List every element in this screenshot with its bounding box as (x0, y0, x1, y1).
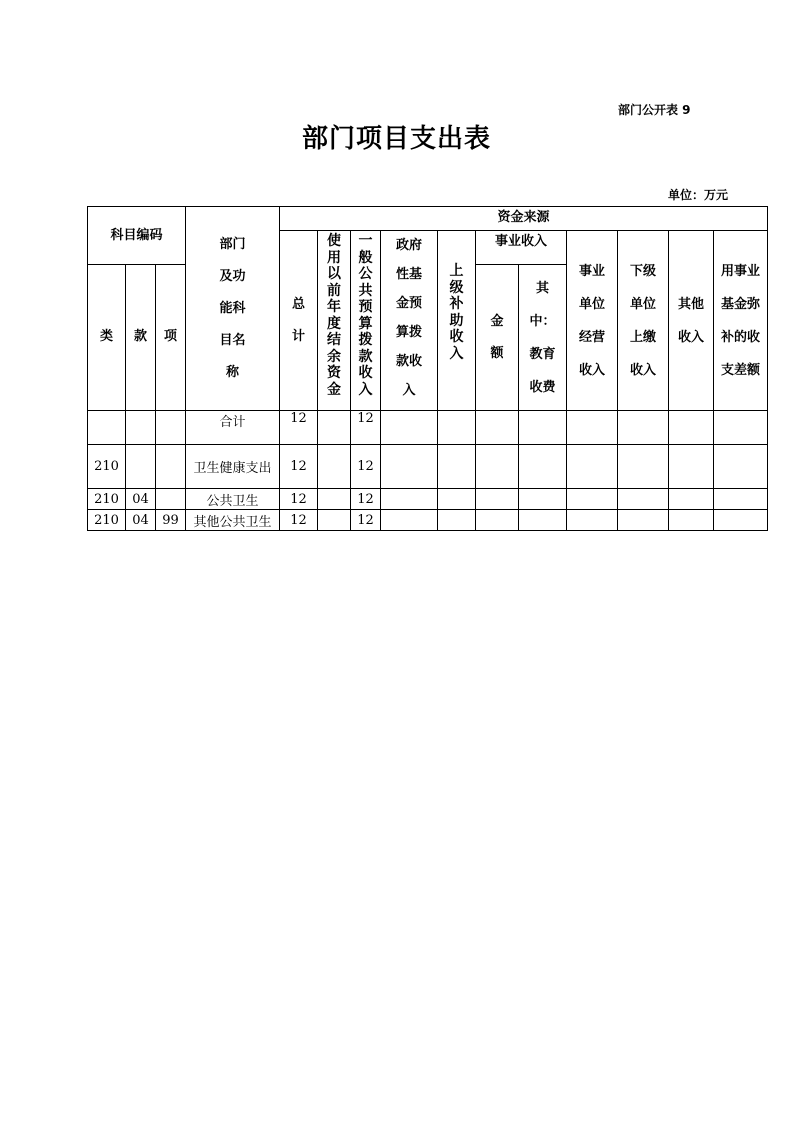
row-name: 合计 (186, 411, 280, 445)
header-edu-fee: 其 中： 教育 收费 (519, 265, 567, 411)
header-superior-subsidy: 上级补助收入 (438, 231, 476, 411)
row-total: 12 (280, 489, 318, 510)
project-expenditure-table (87, 206, 768, 531)
header-kuan: 款 (126, 265, 156, 411)
row-general-budget: 12 (351, 510, 381, 531)
page-title: 部门项目支出表 (301, 124, 491, 154)
header-subject-code: 科目编码 (88, 207, 186, 265)
table-row: 210 04 公共卫生 12 12 (88, 489, 768, 510)
row-name: 卫生健康支出 (186, 445, 280, 489)
header-xiang: 项 (156, 265, 186, 411)
row-name: 其他公共卫生 (186, 510, 280, 531)
row-name: 公共卫生 (186, 489, 280, 510)
header-lower-unit-income: 下级 单位 上缴 收入 (618, 231, 669, 411)
row-total: 12 (280, 411, 318, 445)
header-operating-income: 事业 单位 经营 收入 (567, 231, 618, 411)
header-prior-balance: 使用以前年度结余资金 (318, 231, 351, 411)
header-total: 总 计 (280, 231, 318, 411)
table-row: 210 04 99 其他公共卫生 12 12 (88, 510, 768, 531)
header-fund-source: 资金来源 (280, 207, 768, 231)
header-dept-function: 部门 及功 能科 目名 称 (186, 207, 280, 411)
header-gov-fund: 政府 性基 金预 算拨 款收 入 (381, 231, 438, 411)
row-general-budget: 12 (351, 445, 381, 489)
row-total: 12 (280, 445, 318, 489)
header-lei: 类 (88, 265, 126, 411)
row-total: 12 (280, 510, 318, 531)
header-general-budget: 一般公共预算拨款收入 (351, 231, 381, 411)
table-row (88, 411, 768, 445)
unit-label: 单位：万元 (668, 188, 729, 202)
row-general-budget: 12 (351, 489, 381, 510)
row-general-budget: 12 (351, 411, 381, 445)
header-business-income: 事业收入 (476, 231, 567, 265)
header-other-income: 其他 收入 (669, 231, 714, 411)
table-row: 210 卫生健康支出 12 12 (88, 445, 768, 489)
form-number: 部门公开表 9 (618, 103, 691, 117)
header-fund-make-up: 用事业 基金弥 补的收 支差额 (714, 231, 768, 411)
header-amount: 金 额 (476, 265, 519, 411)
